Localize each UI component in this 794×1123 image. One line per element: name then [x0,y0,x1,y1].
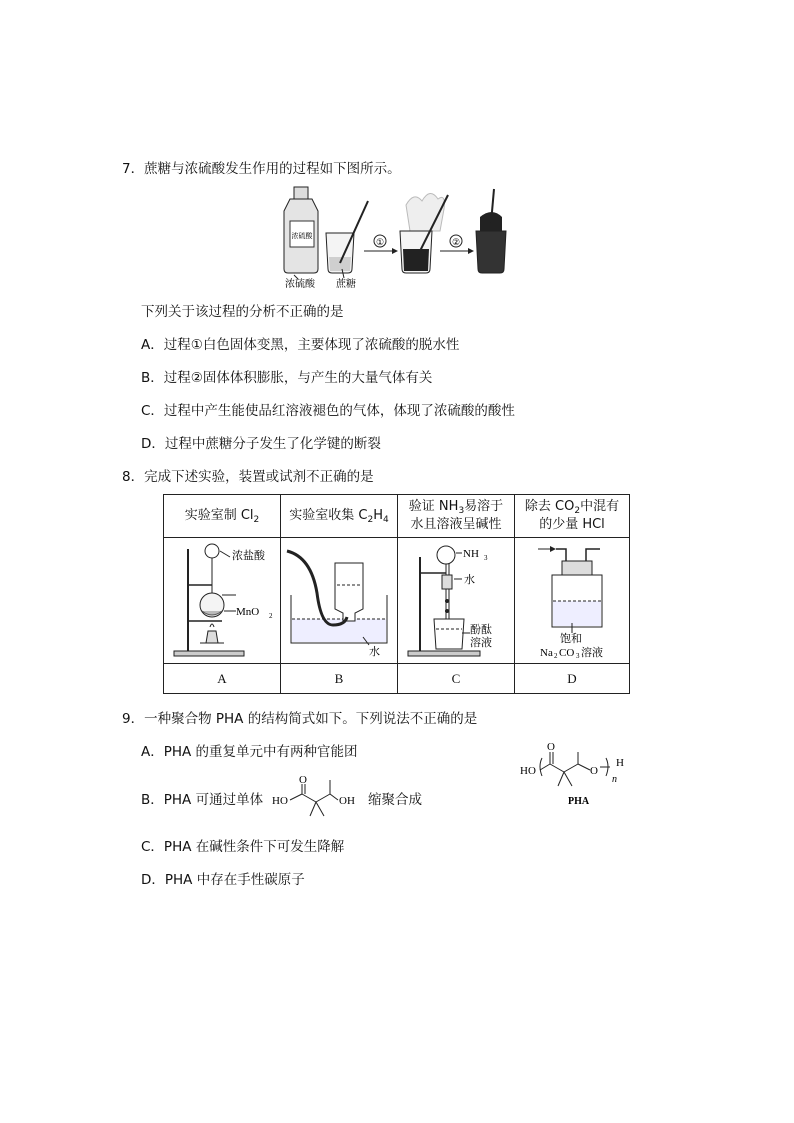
svg-text:溶液: 溶液 [581,646,603,659]
svg-text:H: H [616,757,624,769]
bottle-label: 浓硫酸 [291,232,313,240]
header-d: 除去 $CO_2$中混有 的少量 HCl [515,495,630,538]
step2-arrow [440,235,474,254]
svg-text:NH: NH [463,547,479,560]
choice-d: D [515,664,630,694]
choice-c: C [398,664,515,694]
q8-stem: 8．完成下述实验，装置或试剂不正确的是 [122,469,374,485]
q7-option-d: D．过程中蔗糖分子发生了化学键的断裂 [141,436,381,452]
pha-structure [518,736,634,810]
svg-text:水: 水 [369,645,380,658]
q7-option-a: A．过程①白色固体变黑，主要体现了浓硫酸的脱水性 [141,337,460,353]
svg-text:CO: CO [559,646,575,659]
caption-sugar: 蔗糖 [336,279,356,290]
monomer-structure [270,774,366,824]
svg-text:水: 水 [464,573,475,586]
q9-option-a: A．PHA 的重复单元中有两种官能团 [141,744,358,760]
svg-text:②: ② [451,237,461,247]
svg-text:MnO: MnO [236,605,260,618]
black-beaker [400,193,448,273]
acid-bottle [284,187,318,273]
q9-stem: 9．一种聚合物 PHA 的结构简式如下。下列说法不正确的是 [122,711,478,727]
q9-option-c: C．PHA 在碱性条件下可发生降解 [141,839,345,855]
svg-text:HO: HO [520,765,536,777]
svg-text:O: O [547,741,555,753]
svg-text:2: 2 [269,611,273,620]
q7-option-b: B．过程②固体体积膨胀，与产生的大量气体有关 [141,370,433,386]
apparatus-a [164,538,281,664]
apparatus-c [398,538,515,664]
step1-arrow [364,235,398,254]
svg-text:HO: HO [272,795,288,807]
svg-text:OH: OH [339,795,355,807]
caption-acid: 浓硫酸 [285,279,315,290]
apparatus-b [281,538,398,664]
q7-figure [280,183,512,293]
sugar-beaker [326,201,368,273]
header-a: 实验室制 $Cl_2$ [164,495,281,538]
svg-text:3: 3 [576,651,580,659]
q9-option-b-pre: B．PHA 可通过单体 [141,792,264,808]
svg-text:n: n [612,774,617,785]
svg-text:酚酞: 酚酞 [470,623,492,636]
header-c: 验证 $NH_3$易溶于 水且溶液呈碱性 [398,495,515,538]
svg-text:3: 3 [484,553,488,562]
svg-text:2: 2 [554,651,558,659]
q9-option-b-post: 缩聚合成 [368,792,422,808]
apparatus-d [515,538,630,664]
q7-prompt: 下列关于该过程的分析不正确的是 [141,304,344,320]
svg-text:浓盐酸: 浓盐酸 [232,549,265,562]
choice-a: A [164,664,281,694]
header-b: 实验室收集 $C_2H_4$ [281,495,398,538]
q7-stem: 7．蔗糖与浓硫酸发生作用的过程如下图所示。 [122,161,401,177]
svg-text:溶液: 溶液 [470,636,492,649]
pha-caption: PHA [568,796,590,807]
svg-text:Na: Na [540,646,553,659]
q8-experiment-table [163,494,630,694]
svg-text:①: ① [375,237,385,247]
svg-text:饱和: 饱和 [560,632,582,645]
svg-text:O: O [299,774,307,786]
expanded-beaker [476,189,506,273]
q9-option-d: D．PHA 中存在手性碳原子 [141,872,305,888]
svg-text:O: O [590,765,598,777]
choice-b: B [281,664,398,694]
q7-option-c: C．过程中产生能使品红溶液褪色的气体，体现了浓硫酸的酸性 [141,403,515,419]
